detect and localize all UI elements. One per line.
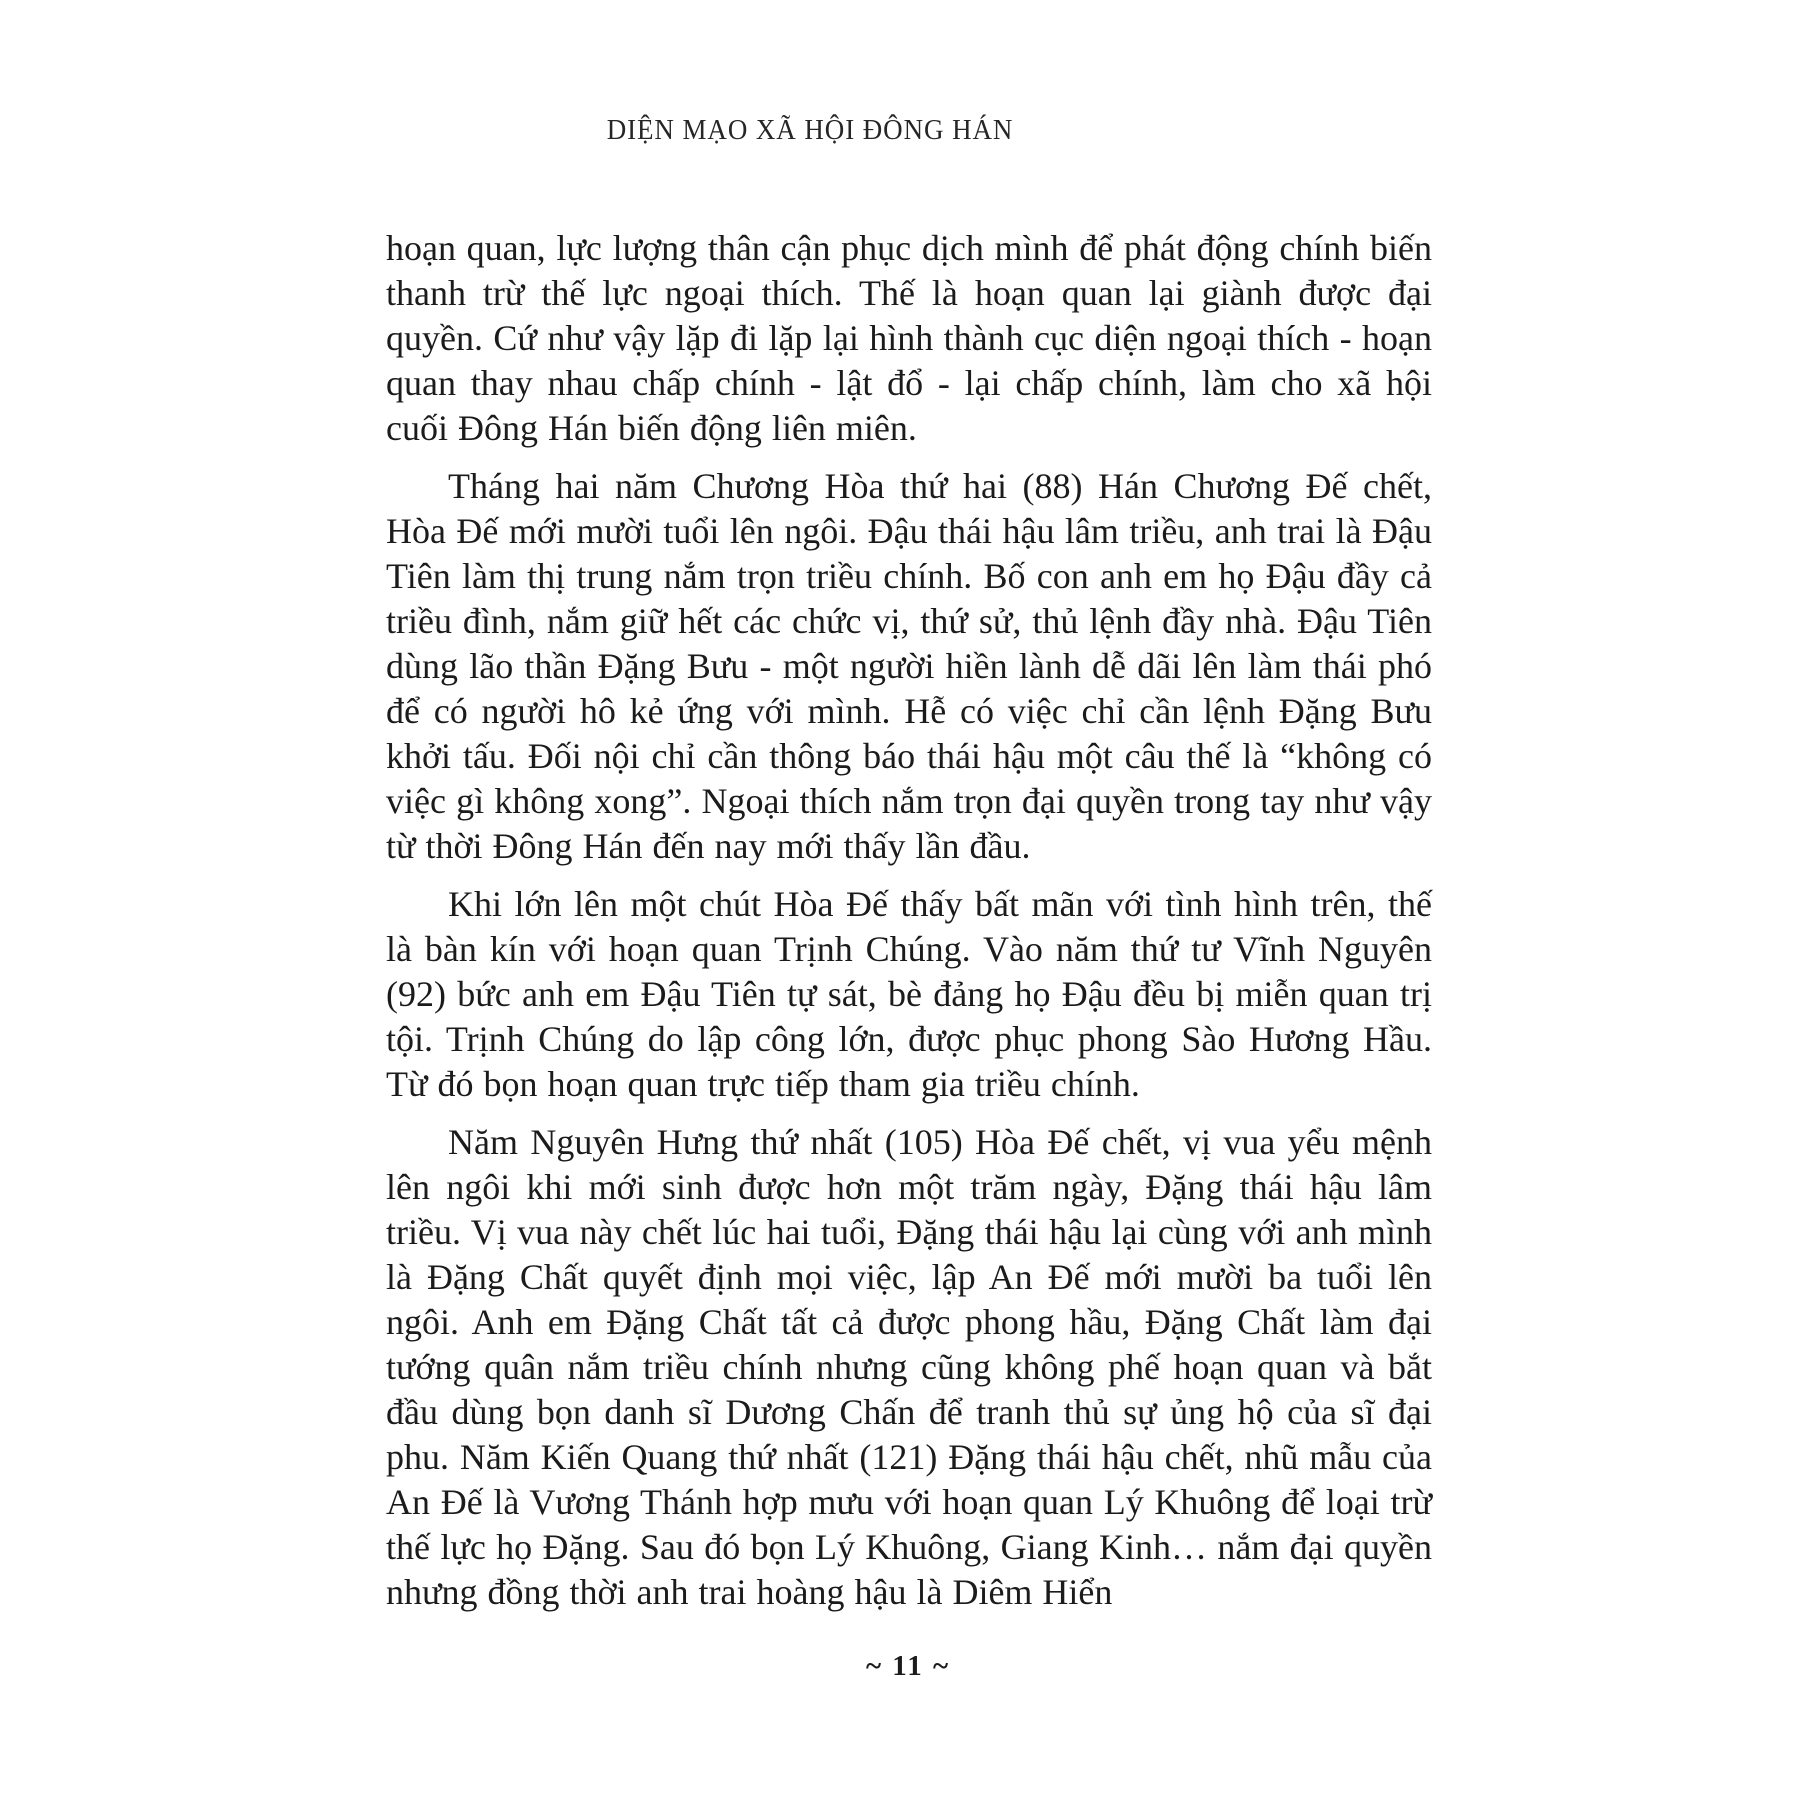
body-text-block (386, 226, 1432, 1628)
paragraph: Tháng hai năm Chương Hòa thứ hai (88) Hán Chương Đế chết, Hòa Đế mới mười tuổi lên ngôi. Đậu thái hậu lâm triều, anh trai là Đậu Tiên làm thị trung nắm trọn triều chính. Bố con anh em họ Đậu đầy cả triều đình, nắm giữ hết các chức vị, thứ sử, thủ lệnh đầy nhà. Đậu Tiên dùng lão thần Đặng Bưu - một người hiền lành dễ dãi lên làm thái phó để có người hô kẻ ứng với mình. Hễ có việc chỉ cần lệnh Đặng Bưu khởi tấu. Đối nội chỉ cần thông báo thái hậu một câu thế là “không có việc gì không xong”. Ngoại thích nắm trọn đại quyền trong tay như vậy từ thời Đông Hán đến nay mới thấy lần đầu. (386, 466, 1432, 866)
paragraph: Khi lớn lên một chút Hòa Đế thấy bất mãn với tình hình trên, thế là bàn kín với hoạn quan Trịnh Chúng. Vào năm thứ tư Vĩnh Nguyên (92) bức anh em Đậu Tiên tự sát, bè đảng họ Đậu đều bị miễn quan trị tội. Trịnh Chúng do lập công lớn, được phục phong Sào Hương Hầu. Từ đó bọn hoạn quan trực tiếp tham gia triều chính. (386, 884, 1432, 1104)
page-number: ~ 11 ~ (865, 1650, 951, 1682)
running-head-title: DIỆN MẠO XÃ HỘI ĐÔNG HÁN (606, 114, 1014, 146)
paragraph-continuation: hoạn quan, lực lượng thân cận phục dịch mình để phát động chính biến thanh trừ thế lực ngoại thích. Thế là hoạn quan lại giành được đại quyền. Cứ như vậy lặp đi lặp lại hình thành cục diện ngoại thích - hoạn quan thay nhau chấp chính - lật đổ - lại chấp chính, làm cho xã hội cuối Đông Hán biến động liên miên. (386, 228, 1432, 448)
paragraph: Năm Nguyên Hưng thứ nhất (105) Hòa Đế chết, vị vua yểu mệnh lên ngôi khi mới sinh được hơn một trăm ngày, Đặng thái hậu lâm triều. Vị vua này chết lúc hai tuổi, Đặng thái hậu lại cùng với anh mình là Đặng Chất quyết định mọi việc, lập An Đế mới mười ba tuổi lên ngôi. Anh em Đặng Chất tất cả được phong hầu, Đặng Chất làm đại tướng quân nắm triều chính nhưng cũng không phế hoạn quan và bắt đầu dùng bọn danh sĩ Dương Chấn để tranh thủ sự ủng hộ của sĩ đại phu. Năm Kiến Quang thứ nhất (121) Đặng thái hậu chết, nhũ mẫu của An Đế là Vương Thánh hợp mưu với hoạn quan Lý Khuông để loại trừ thế lực họ Đặng. Sau đó bọn Lý Khuông, Giang Kinh… nắm đại quyền nhưng đồng thời anh trai hoàng hậu là Diêm Hiển (386, 1122, 1432, 1612)
